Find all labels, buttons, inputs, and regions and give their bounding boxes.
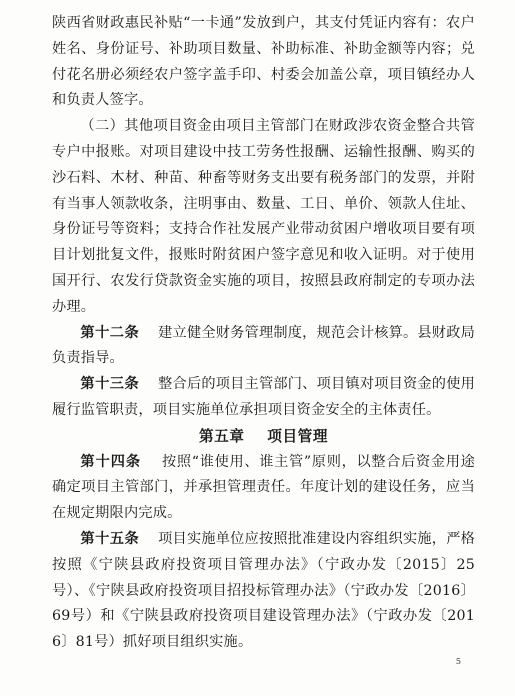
- chapter-spacer: [250, 428, 261, 445]
- article-spacer: [146, 454, 156, 470]
- article-text: 项目实施单位应按照批准建设内容组织实施，严格按照《宁陕县政府投资项目管理办法》（宁政办发〔2015〕25号）、《宁陕县政府投资项目招投标管理办法》（宁政办发〔2016〕69号）和《宁陕县政府投资项目建设管理办法》（宁政办发〔2016〕81号）抓好项目组织实施。: [52, 530, 475, 651]
- article-spacer: [144, 376, 153, 392]
- article-spacer: [144, 531, 153, 547]
- article-14: [52, 450, 475, 527]
- article-heading: 第十四条: [80, 453, 142, 470]
- article-heading: 第十五条: [80, 530, 140, 547]
- chapter-title: 项目管理: [267, 427, 329, 445]
- article-heading: 第十二条: [80, 324, 140, 341]
- paragraph-subsidy-card: [52, 11, 475, 114]
- paragraph-other-project-funds: [52, 114, 475, 320]
- paragraph-text: （二）其他项目资金由项目主管部门在财政涉农资金整合共管专户中报账。对项目建设中技工劳务性报酬、运输性报酬、购买的沙石料、木材、种苗、种畜等财务支出要有税务部门的发票，并附有当事人领款收条，注明事由、数量、工日、单价、领款人住址、身份证号等资料；支持合作社发展产业带动贫困户增收项目要有项目计划批复文件，报账时附贫困户签字意见和收入证明。对于使用国开行、农发行贷款资金实施的项目，按照县政府制定的专项办法办理。: [52, 118, 475, 315]
- chapter-number: 第五章: [198, 427, 245, 445]
- article-15: [52, 527, 475, 656]
- page-number: 5: [455, 657, 461, 666]
- document-body: [52, 11, 475, 656]
- paragraph-text: 陕西省财政惠民补贴“一卡通”发放到户，其支付凭证内容有：农户姓名、身份证号、补助项目数量、补助标准、补助金额等内容；兑付花名册必须经农户签字盖手印、村委会加盖公章，项目镇经办人和负责人签字。: [52, 15, 475, 109]
- article-12: [52, 321, 475, 373]
- article-heading: 第十三条: [80, 376, 140, 393]
- article-text: 建立健全财务管理制度，规范会计核算。县财政局负责指导。: [52, 324, 475, 367]
- article-13: [52, 372, 475, 424]
- article-spacer: [144, 325, 153, 341]
- article-text: 整合后的项目主管部门、项目镇对项目资金的使用履行监管职责，项目实施单位承担项目资金安全的主体责任。: [52, 376, 475, 418]
- article-text: 按照“谁使用、谁主管”原则，以整合后资金用途确定项目主管部门，并承担管理责任。年度计划的建设任务，应当在规定期限内完成。: [52, 453, 476, 522]
- chapter-heading: [52, 424, 475, 450]
